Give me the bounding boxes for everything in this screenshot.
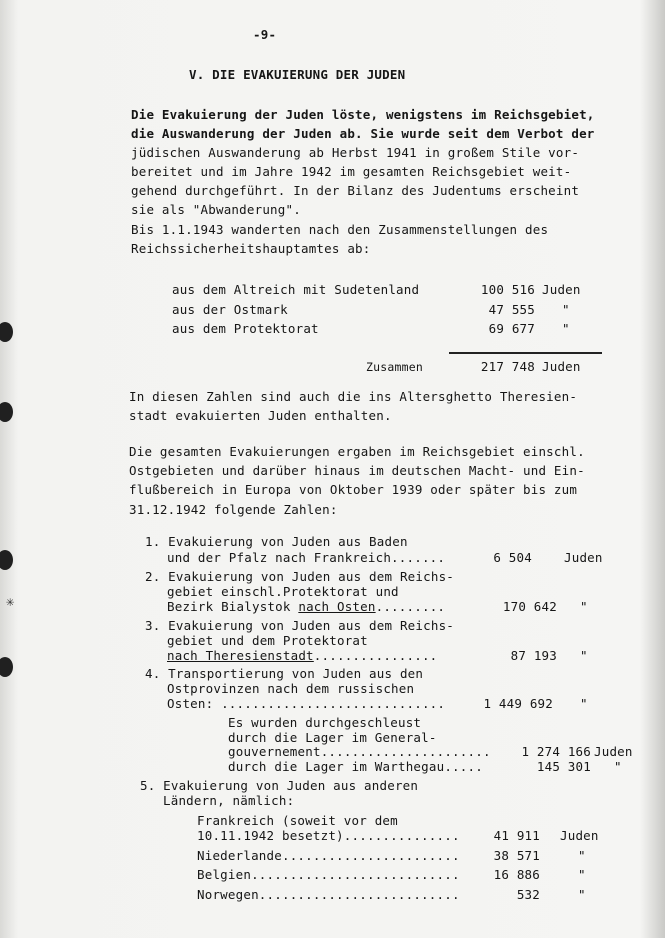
country-line: Norwegen.......................... bbox=[197, 887, 460, 902]
list-item4-line: Osten: ............................. bbox=[167, 696, 446, 711]
country-line: 10.11.1942 besetzt)............... bbox=[197, 828, 460, 843]
ink-mark: ✳ bbox=[6, 594, 15, 610]
list-item1-unit: Juden bbox=[564, 550, 603, 565]
table1-value: 69 677 bbox=[488, 321, 535, 336]
page-number: -9- bbox=[253, 27, 277, 42]
para1-line: bereitet und im Jahre 1942 im gesamten Reichsgebiet weit- bbox=[131, 164, 572, 179]
country-value: 41 911 bbox=[493, 828, 540, 843]
list-item2-unit: " bbox=[580, 599, 588, 614]
para1-line: Die Evakuierung der Juden löste, wenigstens im Reichsgebiet, bbox=[131, 107, 595, 122]
table1-unit: " bbox=[562, 321, 570, 336]
list-item5-line: Ländern, nämlich: bbox=[163, 793, 295, 808]
list-item2-destination: nach Osten bbox=[298, 599, 376, 614]
table1-label: aus dem Protektorat bbox=[172, 321, 319, 336]
para3-line: stadt evakuierten Juden enthalten. bbox=[129, 408, 392, 423]
punch-hole bbox=[0, 322, 13, 342]
list-item4-sub-value: 1 274 166 bbox=[521, 744, 591, 759]
para1-line: sie als "Abwanderung". bbox=[131, 202, 301, 217]
list-item3-line: gebiet und dem Protektorat bbox=[167, 633, 368, 648]
section-heading: V. DIE EVAKUIERUNG DER JUDEN bbox=[189, 67, 406, 82]
sum-rule bbox=[449, 352, 602, 354]
list-item2-line: gebiet einschl.Protektorat und bbox=[167, 584, 399, 599]
country-unit: " bbox=[578, 887, 586, 902]
punch-hole bbox=[0, 402, 13, 422]
list-item2-line: 2. Evakuierung von Juden aus dem Reichs- bbox=[145, 569, 455, 584]
list-item4-sub: durch die Lager im Warthegau..... bbox=[228, 759, 483, 774]
list-item3-value: 87 193 bbox=[510, 648, 557, 663]
table1-label: aus dem Altreich mit Sudetenland bbox=[172, 282, 420, 297]
country-value: 38 571 bbox=[493, 848, 540, 863]
list-item4-unit: " bbox=[580, 696, 588, 711]
para3-line: In diesen Zahlen sind auch die ins Altersghetto Theresien- bbox=[129, 389, 578, 404]
list-item4-sub: Es wurden durchgeschleust bbox=[228, 715, 422, 730]
list-item4-sub: gouvernement...................... bbox=[228, 744, 491, 759]
list-item3-line3 bbox=[167, 649, 437, 663]
country-unit: " bbox=[578, 867, 586, 882]
country-line: Belgien........................... bbox=[197, 867, 460, 882]
country-unit: " bbox=[578, 848, 586, 863]
list-item4-line: 4. Transportierung von Juden aus den bbox=[145, 666, 424, 681]
total-unit: Juden bbox=[542, 359, 581, 374]
table1-value: 47 555 bbox=[488, 302, 535, 317]
list-item4-sub: durch die Lager im General- bbox=[228, 730, 437, 745]
list-item4-value: 1 449 692 bbox=[483, 696, 553, 711]
total-label: Zusammen bbox=[366, 360, 423, 374]
para1-line: jüdischen Auswanderung ab Herbst 1941 in großem Stile vor- bbox=[131, 145, 580, 160]
list-item3-unit: " bbox=[580, 648, 588, 663]
total-value: 217 748 bbox=[480, 359, 535, 374]
list-item4-sub-unit: Juden bbox=[594, 744, 633, 759]
list-item2-text: Bezirk Bialystok bbox=[167, 599, 299, 614]
country-line: Niederlande....................... bbox=[197, 848, 460, 863]
para2-line: Reichssicherheitshauptamtes ab: bbox=[131, 241, 371, 256]
list-item2-leader: ......... bbox=[375, 599, 446, 614]
list-item2-value: 170 642 bbox=[502, 599, 557, 614]
punch-hole bbox=[0, 550, 13, 570]
country-value: 532 bbox=[516, 887, 540, 902]
list-item4-sub-unit: " bbox=[614, 759, 622, 774]
list-item4-sub-value: 145 301 bbox=[536, 759, 591, 774]
table1-value: 100 516 bbox=[480, 282, 535, 297]
list-item3-line: 3. Evakuierung von Juden aus dem Reichs- bbox=[145, 618, 455, 633]
list-item1-value: 6 504 bbox=[493, 550, 532, 565]
country-value: 16 886 bbox=[493, 867, 540, 882]
list-item3-destination: nach Theresienstadt bbox=[167, 648, 314, 663]
table1-unit: Juden bbox=[542, 282, 581, 297]
para4-line: Die gesamten Evakuierungen ergaben im Reichsgebiet einschl. bbox=[129, 444, 585, 459]
country-unit: Juden bbox=[560, 828, 599, 843]
punch-hole bbox=[0, 657, 13, 677]
table1-label: aus der Ostmark bbox=[172, 302, 288, 317]
para4-line: 31.12.1942 folgende Zahlen: bbox=[129, 502, 338, 517]
list-item2-line3 bbox=[167, 600, 445, 614]
list-item1-line: und der Pfalz nach Frankreich....... bbox=[167, 550, 446, 565]
table1-unit: " bbox=[562, 302, 570, 317]
list-item1-line: 1. Evakuierung von Juden aus Baden bbox=[145, 534, 408, 549]
list-item5-line: 5. Evakuierung von Juden aus anderen bbox=[140, 778, 419, 793]
para1-line: die Auswanderung der Juden ab. Sie wurde seit dem Verbot der bbox=[131, 126, 595, 141]
para1-line: gehend durchgeführt. In der Bilanz des Judentums erscheint bbox=[131, 183, 580, 198]
para4-line: Ostgebieten und darüber hinaus im deutschen Macht- und Ein- bbox=[129, 463, 585, 478]
country-line: Frankreich (soweit vor dem bbox=[197, 813, 398, 828]
para4-line: flußbereich in Europa von Oktober 1939 oder später bis zum bbox=[129, 482, 578, 497]
para2-line: Bis 1.1.1943 wanderten nach den Zusammenstellungen des bbox=[131, 222, 549, 237]
list-item4-line: Ostprovinzen nach dem russischen bbox=[167, 681, 415, 696]
list-item3-leader: ................ bbox=[313, 648, 438, 663]
